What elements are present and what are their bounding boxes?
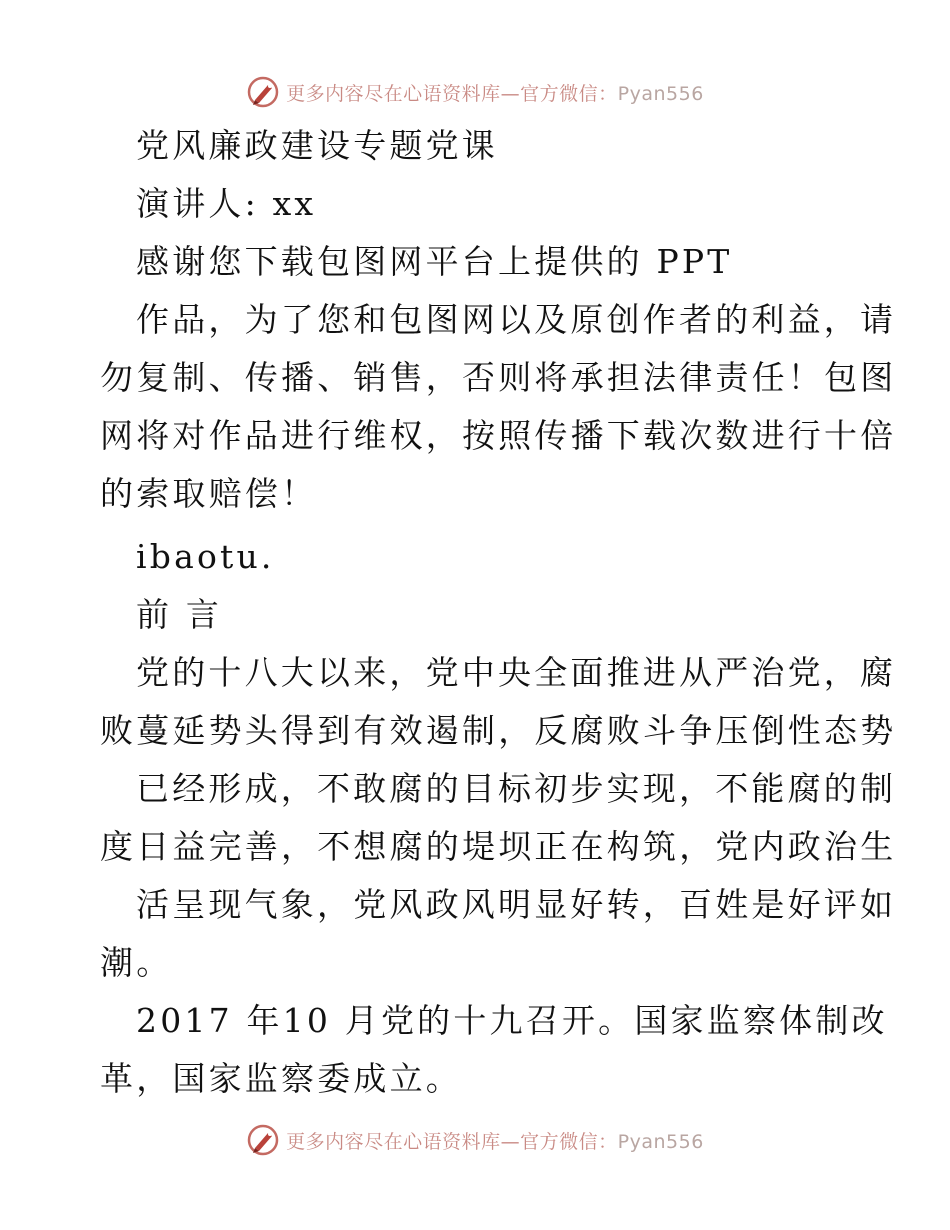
document-title: 党风廉政建设专题党课	[136, 126, 498, 165]
text-line: 已经形成，不敢腐的目标初步实现，不能腐的制	[136, 769, 897, 808]
text-line: 作品，为了您和包图网以及原创作者的利益，请	[136, 300, 897, 339]
text-line: 2017 年10 月党的十九召开。国家监察体制改	[136, 1001, 888, 1040]
text-line: 勿复制、传播、销售，否则将承担法律责任！包图	[100, 358, 897, 397]
watermark-label: 更多内容尽在心语资料库—官方微信：	[286, 82, 618, 105]
text-line: 感谢您下载包图网平台上提供的 PPT	[136, 242, 733, 281]
text-line: 败蔓延势头得到有效遏制，反腐败斗争压倒性态势	[100, 711, 897, 750]
watermark-footer	[0, 1118, 950, 1162]
watermark-text	[286, 1127, 704, 1154]
watermark-wechat-id: Pyan556	[617, 1130, 704, 1153]
watermark-header	[0, 70, 950, 114]
text-line: ibaotu.	[136, 537, 275, 576]
text-line: 的索取赔偿！	[100, 474, 318, 513]
text-line: 党的十八大以来，党中央全面推进从严治党，腐	[136, 653, 897, 692]
text-line: 度日益完善，不想腐的堤坝正在构筑，党内政治生	[100, 827, 897, 866]
text-line: 潮。	[100, 943, 173, 982]
text-line: 活呈现气象，党风政风明显好转，百姓是好评如	[136, 885, 897, 924]
pen-logo-icon	[246, 75, 280, 109]
watermark-text	[286, 79, 704, 106]
watermark-wechat-id: Pyan556	[617, 82, 704, 105]
speaker-line: 演讲人: xx	[136, 184, 317, 223]
watermark-label: 更多内容尽在心语资料库—官方微信：	[286, 1130, 618, 1153]
section-heading: 前 言	[136, 595, 223, 634]
text-line: 网将对作品进行维权，按照传播下载次数进行十倍	[100, 416, 897, 455]
pen-logo-icon	[246, 1123, 280, 1157]
text-line: 革，国家监察委成立。	[100, 1059, 462, 1098]
